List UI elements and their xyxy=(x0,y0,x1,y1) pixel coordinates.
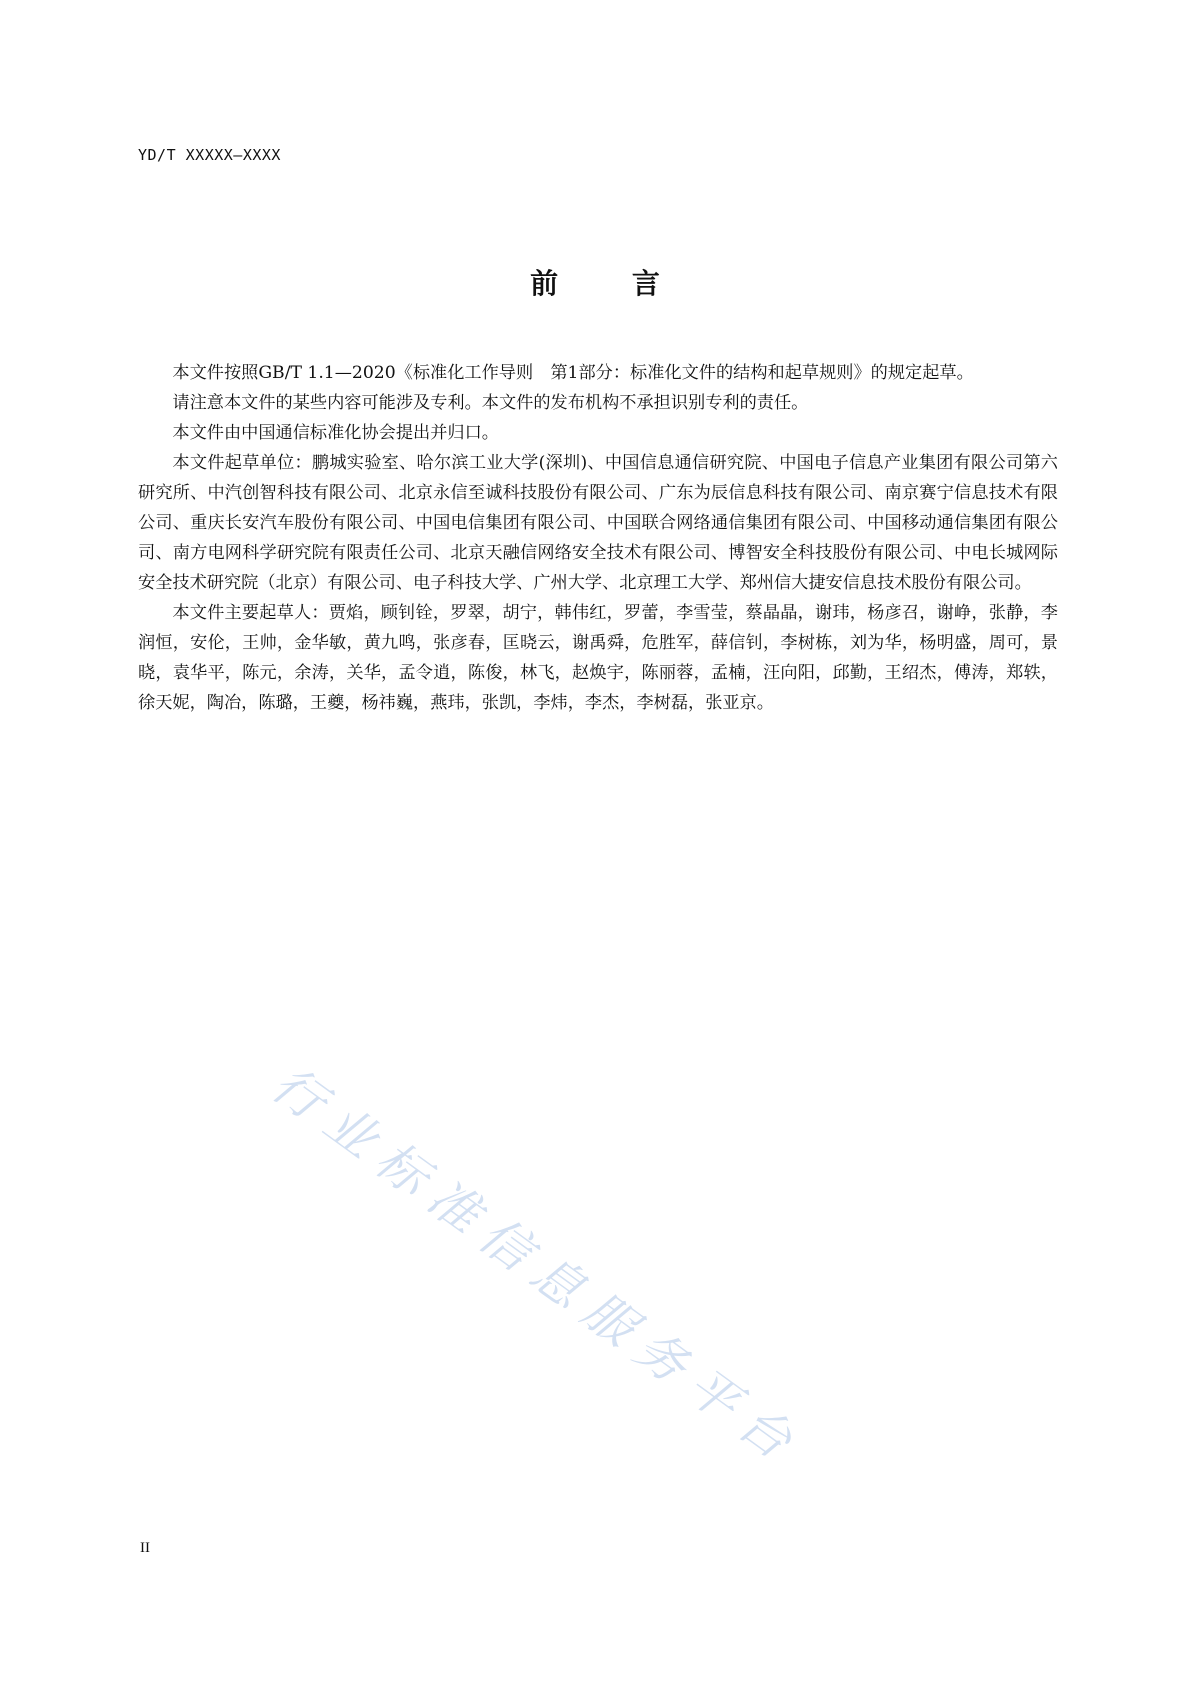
paragraph-drafters: 本文件主要起草人：贾焰，顾钊铨，罗翠，胡宁，韩伟红，罗蕾，李雪莹，蔡晶晶，谢玮，杨彦召，谢峥，张静，李润恒，安伦，王帅，金华敏，黄九鸣，张彦春，匡晓云，谢禹舜，危胜军，薛信钊，李树栋，刘为华，杨明盛，周可，景晓，袁华平，陈元，余涛，关华，孟令逍，陈俊，林飞，赵焕宇，陈丽蓉，孟楠，汪向阳，邱勤，王绍杰，傅涛，郑轶，徐天妮，陶冶，陈璐，王夔，杨祎巍，燕玮，张凯，李炜，李杰，李树磊，张亚京。 xyxy=(138,603,1058,713)
paragraph-proposer: 本文件由中国通信标准化协会提出并归口。 xyxy=(172,423,499,443)
foreword-body xyxy=(138,358,1058,718)
standard-code-header: YD/T XXXXX—XXXX xyxy=(138,146,281,164)
watermark-text: 行业标准信息服务平台 xyxy=(261,1054,814,1479)
page-number: II xyxy=(140,1540,150,1556)
paragraph-drafting-rule: 本文件按照GB/T 1.1—2020《标准化工作导则 第1部分：标准化文件的结构和起草规则》的规定起草。 xyxy=(172,363,974,383)
page-title: 前 言 xyxy=(530,267,692,300)
paragraph-drafting-units: 本文件起草单位：鹏城实验室、哈尔滨工业大学(深圳)、中国信息通信研究院、中国电子信息产业集团有限公司第六研究所、中汽创智科技有限公司、北京永信至诚科技股份有限公司、广东为辰信息科技有限公司、南京赛宁信息技术有限公司、重庆长安汽车股份有限公司、中国电信集团有限公司、中国联合网络通信集团有限公司、中国移动通信集团有限公司、南方电网科学研究院有限责任公司、北京天融信网络安全技术有限公司、博智安全科技股份有限公司、中电长城网际安全技术研究院（北京）有限公司、电子科技大学、广州大学、北京理工大学、郑州信大捷安信息技术股份有限公司。 xyxy=(138,453,1058,593)
paragraph-patent-notice: 请注意本文件的某些内容可能涉及专利。本文件的发布机构不承担识别专利的责任。 xyxy=(172,393,809,413)
